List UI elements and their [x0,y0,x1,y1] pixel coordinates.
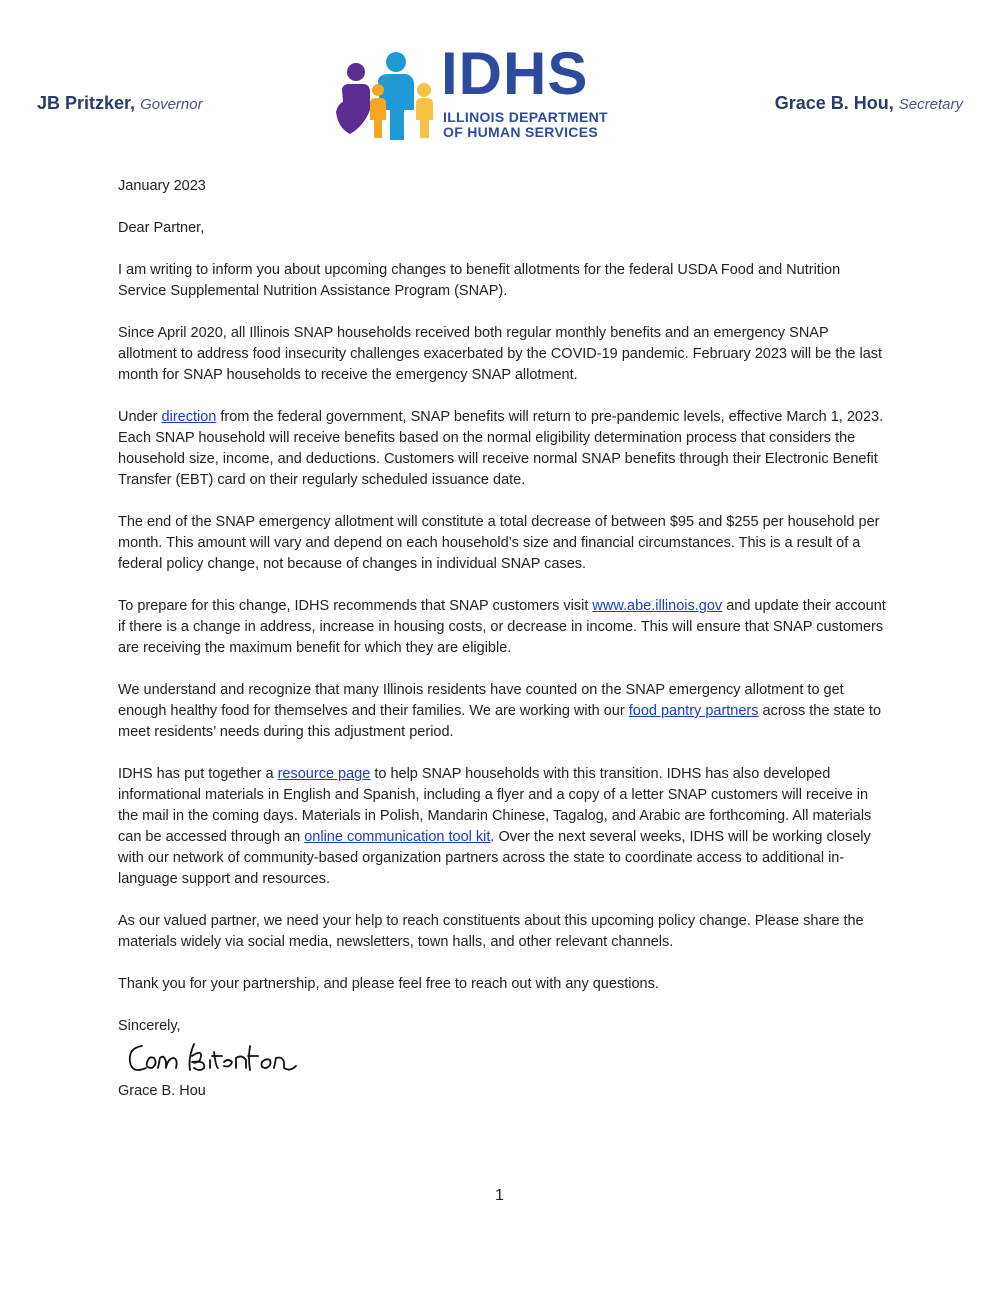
family-figures-icon [334,50,434,145]
logo-acronym: IDHS [441,40,589,107]
page-number: 1 [495,1187,504,1204]
paragraph-decrease: The end of the SNAP emergency allotment will constitute a total decrease of between $95 and $255 per household per month. This amount will vary and depend on each household’s size and financial circumstances. This is a result of a federal policy change, not because of changes in individual SNAP cases. [118,514,880,572]
paragraph-food-pantry [118,680,888,743]
text: To prepare for this change, IDHS recommends that SNAP customers visit [118,598,593,614]
logo-line-1: ILLINOIS DEPARTMENT [443,109,608,125]
letter-body [118,176,888,1102]
text: We understand and recognize that many Illinois residents have counted on the SNAP emergency allotment to get enough healthy food for themselves and their families. We are working with our [118,682,844,719]
secretary-name: Grace B. Hou, [774,93,894,113]
text: . Over the next several weeks, IDHS will be working closely with our network of community-based organization partners across the state to coordinate access to additional in-language support and resources. [118,829,871,887]
text: Under [118,409,162,425]
governor-name: JB Pritzker, [37,93,136,113]
governor-title: Governor [140,96,203,113]
text: from the federal government, SNAP benefits will return to pre-pandemic levels, effective March 1, 2023. Each SNAP household will receive benefits based on the normal eligibility determination process that considers the household size, income, and deductions. Customers will receive normal SNAP benefits through their Electronic Benefit Transfer (EBT) card on their regularly scheduled issuance date. [118,409,884,488]
text: across the state to meet residents’ needs during this adjustment period. [118,703,882,740]
letter-date: January 2023 [118,178,206,194]
signer-name: Grace B. Hou [118,1083,206,1099]
governor-credit [37,93,203,114]
direction-link[interactable]: direction [161,409,217,425]
communication-tool-kit-link[interactable]: online communication tool kit [304,829,491,845]
idhs-logo [334,40,634,145]
text: and update their account if there is a change in address, increase in housing costs, or decrease in income. This will ensure that SNAP customers are receiving the maximum benefit for which they are eligible. [118,598,886,656]
paragraph-thanks: Thank you for your partnership, and please feel free to reach out with any questions. [118,976,659,992]
resource-page-link[interactable]: resource page [277,766,371,782]
food-pantry-partners-link[interactable]: food pantry partners [628,703,759,719]
paragraph-intro: I am writing to inform you about upcoming changes to benefit allotments for the federal USDA Food and Nutrition Service Supplemental Nutrition Assistance Program (SNAP). [118,262,841,299]
closing: Sincerely, [118,1018,181,1034]
paragraph-request: As our valued partner, we need your help to reach constituents about this upcoming policy change. Please share the materials widely via social media, newsletters, town halls, and other relevant channels. [118,913,864,950]
text: IDHS has put together a [118,766,278,782]
secretary-title: Secretary [898,96,963,113]
salutation: Dear Partner, [118,220,205,236]
abe-website-link[interactable]: www.abe.illinois.gov [592,598,723,614]
text: to help SNAP households with this transition. IDHS has also developed informational materials in English and Spanish, including a flyer and a copy of a letter SNAP customers will receive in the mail in the coming days. Materials in Polish, Mandarin Chinese, Tagalog, and Arabic are forthcoming. All materials can be accessed through an [118,766,872,845]
logo-subtitle [443,110,608,140]
logo-line-2: OF HUMAN SERVICES [443,124,598,140]
signature [124,1038,324,1078]
paragraph-prepare [118,596,888,659]
paragraph-resources [118,764,888,890]
paragraph-background: Since April 2020, all Illinois SNAP households received both regular monthly benefits and an emergency SNAP allotment to address food insecurity challenges exacerbated by the COVID-19 pandemic. February 2023 will be the last month for SNAP households to receive the emergency SNAP allotment. [118,325,883,383]
secretary-credit [775,93,963,114]
paragraph-direction [118,407,888,491]
